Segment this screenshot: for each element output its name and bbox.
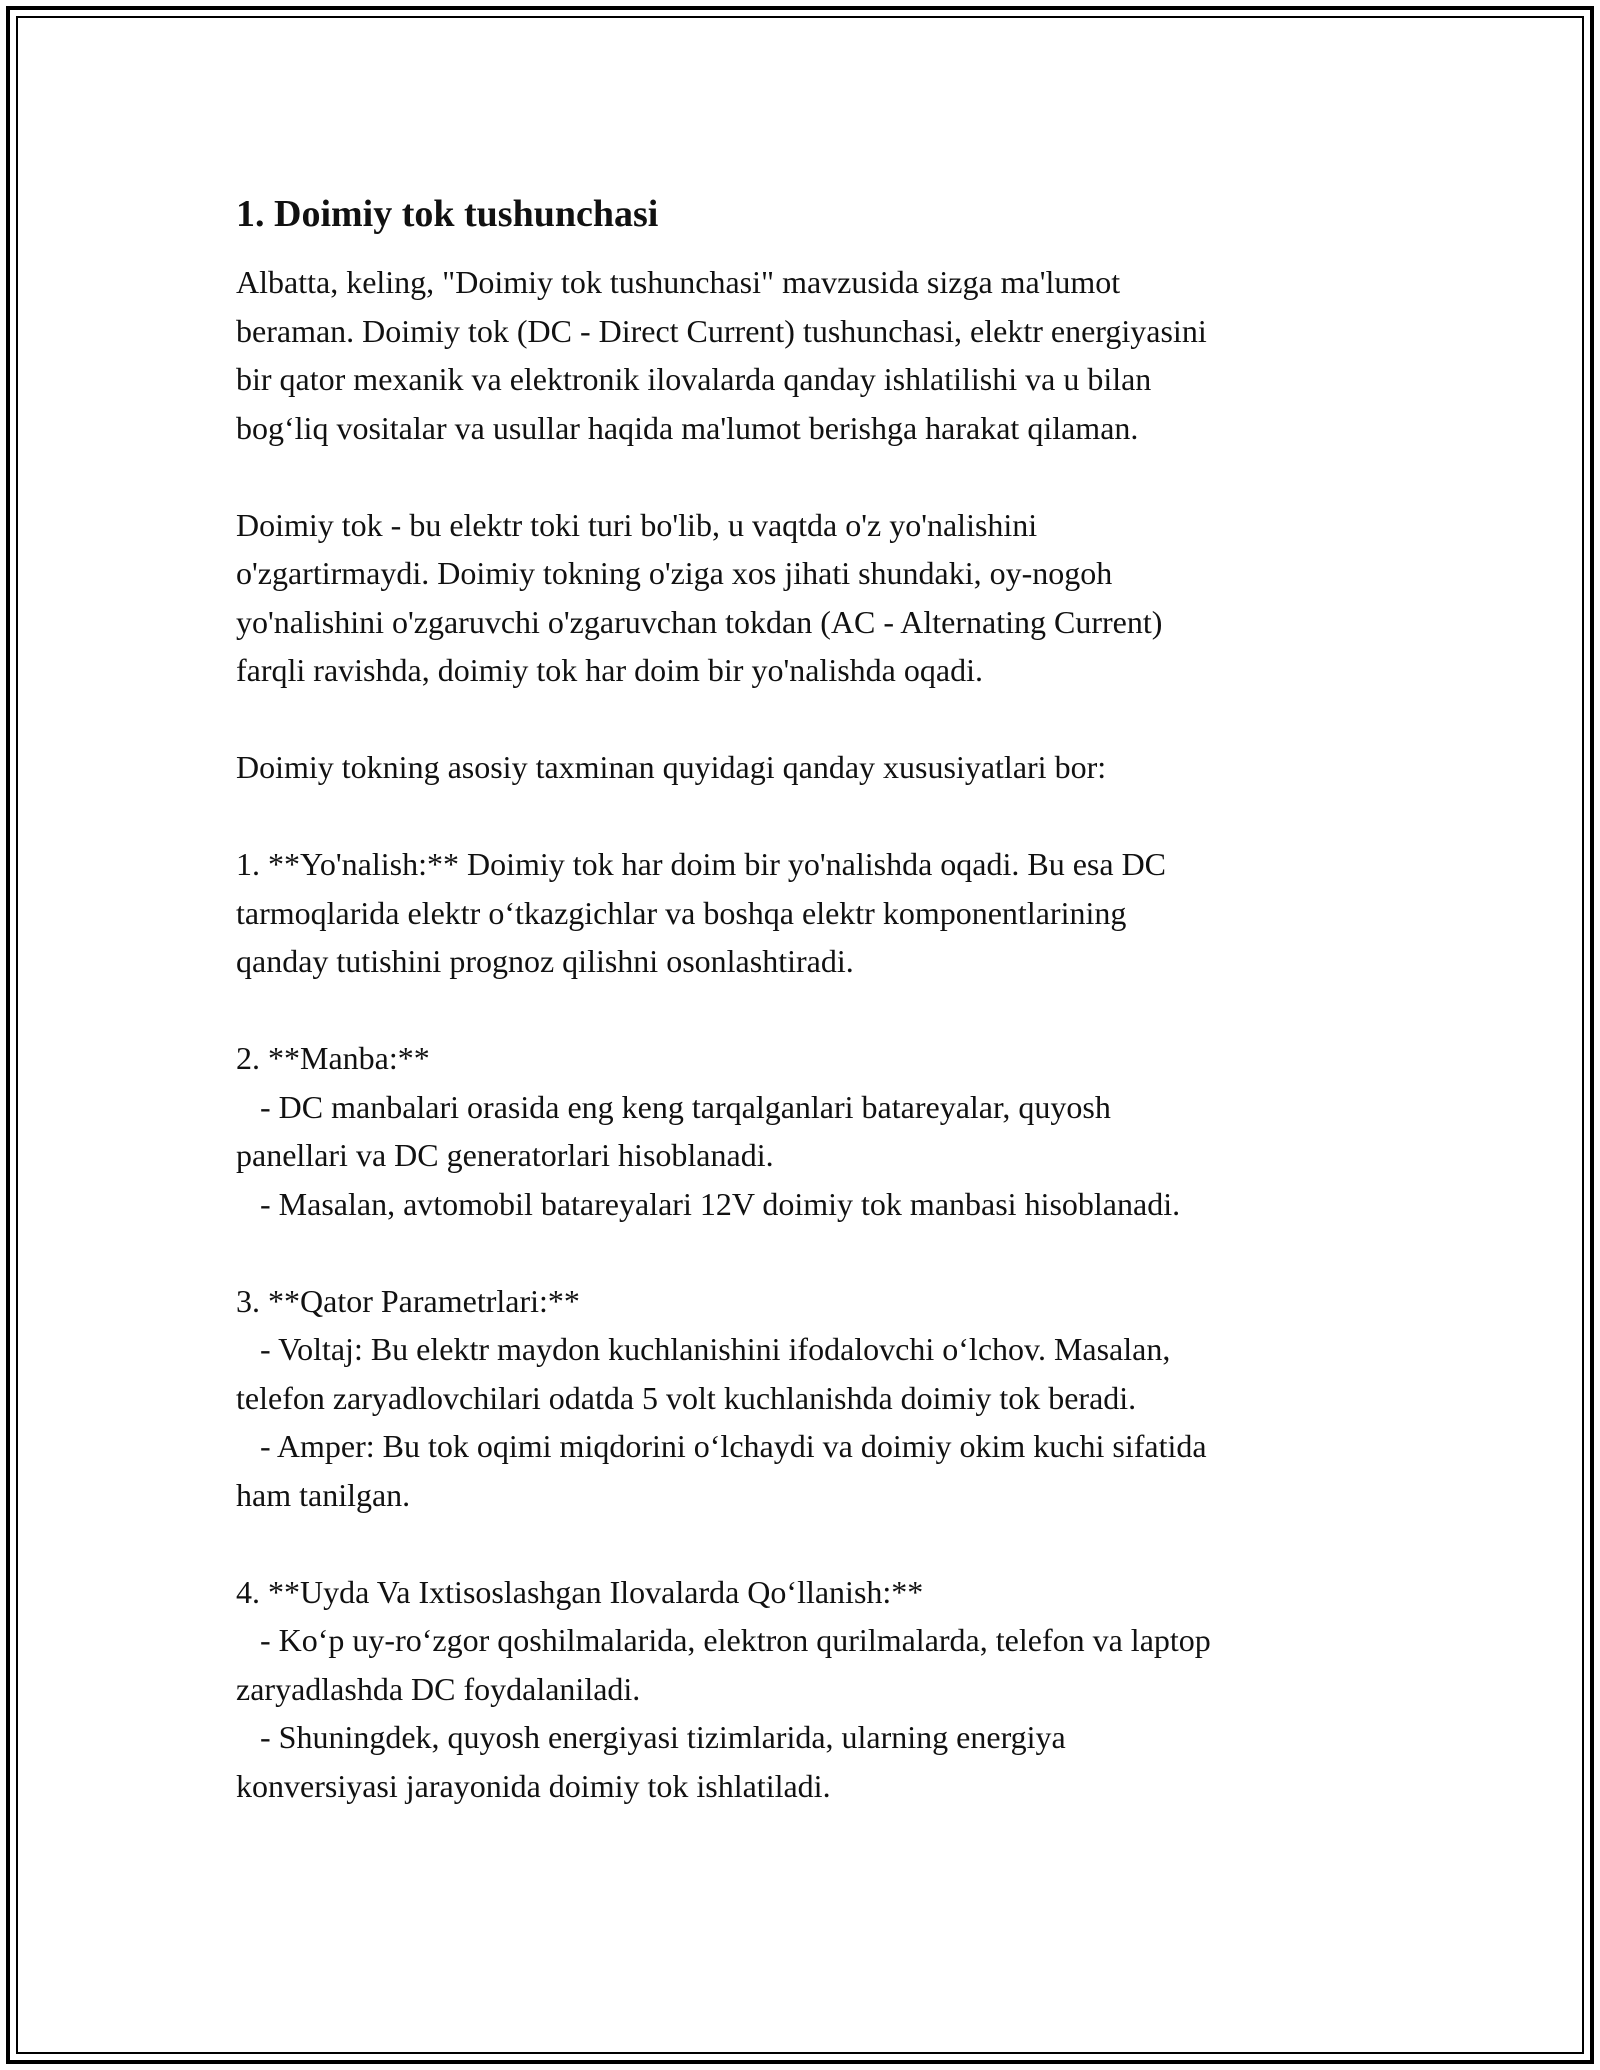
section-heading: 1. Doimiy tok tushunchasi xyxy=(236,193,659,235)
list-item-direction: 1. **Yo'nalish:** Doimiy tok har doim bir yo'nalishda oqadi. Bu esa DC tarmoqlarida elektr o‘tkazgichlar va boshqa elektr komponentlarining qanday tutishini prognoz qilishni osonlashtiradi. xyxy=(236,846,1167,979)
paragraph-spacer xyxy=(236,695,1366,744)
paragraph-features-intro: Doimiy tokning asosiy taxminan quyidagi qanday xususiyatlari bor: xyxy=(236,749,1107,785)
paragraph-spacer xyxy=(236,792,1366,841)
list-item-parameters: 3. **Qator Parametrlari:** - Voltaj: Bu elektr maydon kuchlanishini ifodalovchi o‘lchov. Masalan, telefon zaryadlovchilari odatda 5 volt kuchlanishda doimiy tok beradi. - Amper: Bu tok oqimi miqdorini o‘lchaydi va doimiy okim kuchi sifatida ham tanilgan. xyxy=(236,1282,1207,1513)
list-item-source: 2. **Manba:** - DC manbalari orasida eng keng tarqalganlari batareyalar, quyosh panellari va DC generatorlari hisoblanadi. - Masalan, avtomobil batareyalari 12V doimiy tok manbasi hisoblanadi. xyxy=(236,1040,1181,1222)
paragraph-spacer xyxy=(236,452,1366,501)
paragraph-spacer xyxy=(236,986,1366,1035)
list-item-applications: 4. **Uyda Va Ixtisoslashgan Ilovalarda Qo‘llanish:** - Ko‘p uy-ro‘zgor qoshilmalarida, elektron qurilmalarda, telefon va laptop zaryadlashda DC foydalaniladi. - Shuningdek, quyosh energiyasi tizimlarida, ularning energiya konversiyasi jarayonida doimiy tok ishlatiladi. xyxy=(236,1573,1211,1804)
document-body xyxy=(236,188,1366,1810)
paragraph-intro: Albatta, keling, "Doimiy tok tushunchasi" mavzusida sizga ma'lumot beraman. Doimiy tok (DC - Direct Current) tushunchasi, elektr energiyasini bir qator mexanik va elektronik ilovalarda qanday ishlatilishi va u bilan bog‘liq vositalar va usullar haqida ma'lumot berishga harakat qilaman. xyxy=(236,264,1207,446)
paragraph-definition: Doimiy tok - bu elektr toki turi bo'lib, u vaqtda o'z yo'nalishini o'zgartirmaydi. Doimiy tokning o'ziga xos jihati shundaki, oy-nogoh yo'nalishini o'zgaruvchi o'zgaruvchan tokdan (AC - Alternating Current) farqli ravishda, doimiy tok har doim bir yo'nalishda oqadi. xyxy=(236,506,1163,688)
paragraph-spacer xyxy=(236,1228,1366,1277)
paragraph-spacer xyxy=(236,1519,1366,1568)
